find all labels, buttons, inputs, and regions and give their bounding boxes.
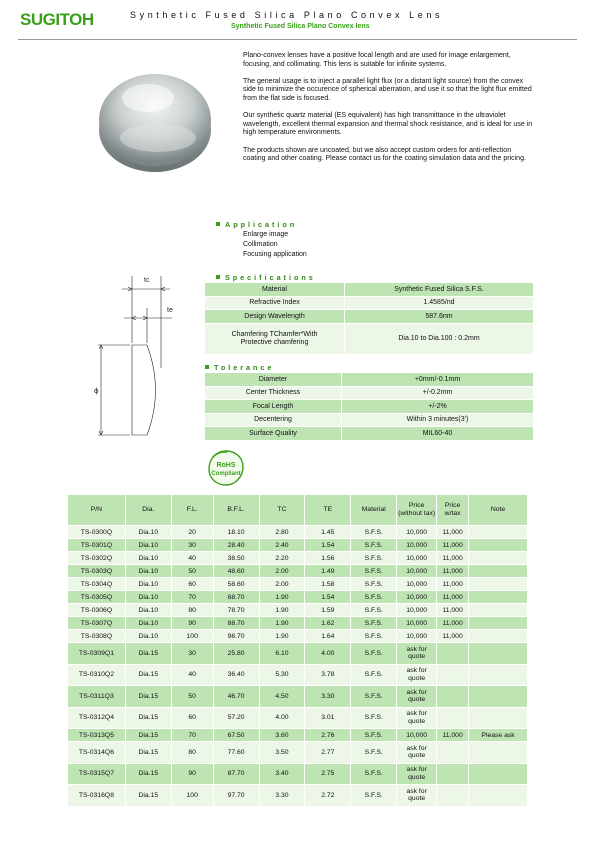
intro-paragraph: Plano-convex lenses have a positive focal length and are used for image enlargement, focusing, and collimating. This lens is suitable for infinite systems. [243, 52, 511, 68]
tolerance-heading-label: Tolerance [214, 363, 275, 372]
table-row [68, 591, 528, 604]
table-cell: TS-0308Q [68, 630, 126, 643]
table-cell: S.F.S. [351, 604, 397, 617]
table-cell: 25.80 [213, 643, 259, 665]
table-cell: 1.90 [259, 604, 305, 617]
table-cell: TS-0312Q4 [68, 707, 126, 729]
tolerance-value: Within 3 minutes(3') [342, 413, 534, 427]
table-cell [469, 617, 528, 630]
lens-photo [98, 58, 213, 176]
table-cell: 70 [171, 591, 213, 604]
table-cell: 4.00 [259, 707, 305, 729]
table-cell: 67.50 [213, 729, 259, 742]
header-divider [18, 39, 577, 40]
table-cell: 2.77 [305, 742, 351, 764]
table-cell: Dia.15 [125, 707, 171, 729]
table-cell: S.F.S. [351, 552, 397, 565]
table-cell: Please ask [469, 729, 528, 742]
table-cell [469, 686, 528, 708]
table-cell: S.F.S. [351, 664, 397, 686]
table-cell: Dia.10 [125, 630, 171, 643]
table-cell [437, 763, 469, 785]
table-cell: 30 [171, 643, 213, 665]
tolerance-label: Diameter [205, 373, 342, 387]
spec-row [205, 310, 534, 324]
table-cell: TS-0304Q [68, 578, 126, 591]
table-cell: Dia.10 [125, 565, 171, 578]
application-heading-label: Application [225, 220, 298, 229]
table-cell: 3.50 [259, 742, 305, 764]
product-header-row [68, 495, 528, 526]
table-cell: ask for quote [397, 643, 437, 665]
table-cell: 60 [171, 707, 213, 729]
sugitoh-logo [20, 8, 96, 30]
table-cell: S.F.S. [351, 578, 397, 591]
tolerance-table [204, 372, 534, 441]
table-row [68, 729, 528, 742]
tolerance-row [205, 413, 534, 427]
table-cell [437, 707, 469, 729]
column-header: Dia. [125, 495, 171, 526]
table-cell: 50 [171, 686, 213, 708]
table-cell [469, 604, 528, 617]
column-header: B.F.L. [213, 495, 259, 526]
table-cell: TS-0305Q [68, 591, 126, 604]
table-cell: 2.75 [305, 763, 351, 785]
table-cell: TS-0313Q5 [68, 729, 126, 742]
application-item: Enlarge image [243, 231, 289, 238]
phi-label: ϕ [94, 387, 99, 395]
table-cell: 78.70 [213, 604, 259, 617]
application-list [243, 230, 307, 260]
lens-dimension-diagram [94, 268, 194, 440]
table-cell: S.F.S. [351, 617, 397, 630]
rohs-badge [205, 449, 247, 489]
table-cell [469, 707, 528, 729]
tolerance-value: +/-2% [342, 400, 534, 414]
table-row [68, 578, 528, 591]
table-cell: TS-0300Q [68, 526, 126, 539]
table-row [68, 630, 528, 643]
table-cell: 1.45 [305, 526, 351, 539]
specifications-table [204, 282, 534, 355]
tolerance-row [205, 386, 534, 400]
logo-text: SUGITOH [20, 10, 94, 29]
table-cell: S.F.S. [351, 729, 397, 742]
column-header: TE [305, 495, 351, 526]
table-cell: 1.64 [305, 630, 351, 643]
bullet-square-icon [205, 365, 209, 369]
table-cell [469, 552, 528, 565]
table-cell: S.F.S. [351, 630, 397, 643]
table-cell: 10,000 [397, 526, 437, 539]
column-header: P/N [68, 495, 126, 526]
table-cell [469, 565, 528, 578]
page-title: Synthetic Fused Silica Plano Convex Lens [130, 10, 444, 20]
table-cell: Dia.15 [125, 686, 171, 708]
table-cell: 4.00 [305, 643, 351, 665]
table-cell [469, 539, 528, 552]
table-cell: Dia.10 [125, 591, 171, 604]
table-cell: 10,000 [397, 729, 437, 742]
tolerance-label: Surface Quality [205, 427, 342, 441]
table-cell: 1.56 [305, 552, 351, 565]
table-cell: 38.50 [213, 552, 259, 565]
table-cell: TS-0303Q [68, 565, 126, 578]
table-cell: 87.70 [213, 763, 259, 785]
table-cell: 1.58 [305, 578, 351, 591]
tolerance-row [205, 400, 534, 414]
table-cell: Dia.15 [125, 763, 171, 785]
table-cell: S.F.S. [351, 526, 397, 539]
table-row [68, 617, 528, 630]
table-cell [469, 630, 528, 643]
table-row [68, 526, 528, 539]
tolerance-value: +/-0.2mm [342, 386, 534, 400]
table-row [68, 552, 528, 565]
table-cell [437, 785, 469, 807]
table-row [68, 664, 528, 686]
table-cell: 10,000 [397, 565, 437, 578]
column-header: F.L. [171, 495, 213, 526]
table-cell: 80 [171, 604, 213, 617]
product-table [67, 494, 528, 807]
spec-row [205, 323, 534, 354]
table-cell: 10,000 [397, 539, 437, 552]
column-header: Note [469, 495, 528, 526]
table-cell: 36.40 [213, 664, 259, 686]
table-cell: 88.70 [213, 617, 259, 630]
table-cell: 1.90 [259, 630, 305, 643]
table-cell [469, 526, 528, 539]
specifications-heading [216, 273, 316, 282]
tolerance-label: Decentering [205, 413, 342, 427]
table-cell: 2.72 [305, 785, 351, 807]
table-cell: Dia.15 [125, 729, 171, 742]
table-cell: 2.00 [259, 565, 305, 578]
spec-value: 587.6nm [345, 310, 534, 324]
table-cell: S.F.S. [351, 539, 397, 552]
spec-row [205, 283, 534, 297]
table-cell: S.F.S. [351, 643, 397, 665]
table-cell: 48.60 [213, 565, 259, 578]
table-cell: 1.54 [305, 539, 351, 552]
table-cell [469, 664, 528, 686]
table-cell: 46.70 [213, 686, 259, 708]
table-cell: 1.62 [305, 617, 351, 630]
spec-value: Synthetic Fused Silica S.F.S. [345, 283, 534, 297]
table-cell: ask for quote [397, 686, 437, 708]
table-cell: 10,000 [397, 552, 437, 565]
table-cell: Dia.10 [125, 617, 171, 630]
table-cell: 11,000 [437, 565, 469, 578]
application-heading [216, 220, 297, 229]
table-cell: TS-0310Q2 [68, 664, 126, 686]
table-cell [437, 686, 469, 708]
table-cell: 3.40 [259, 763, 305, 785]
column-header: TC [259, 495, 305, 526]
table-cell: 1.49 [305, 565, 351, 578]
spec-label: Design Wavelength [205, 310, 345, 324]
table-cell: 80 [171, 742, 213, 764]
table-row [68, 742, 528, 764]
spec-row [205, 296, 534, 310]
table-cell: S.F.S. [351, 591, 397, 604]
table-cell: 97.70 [213, 785, 259, 807]
table-cell: 100 [171, 630, 213, 643]
table-cell: TS-0306Q [68, 604, 126, 617]
intro-paragraph: The products shown are uncoated, but we also accept custom orders for anti-reflection coating and other coating. Please contact us for the coating simulation data and the pricing. [243, 146, 526, 163]
table-cell: 1.90 [259, 617, 305, 630]
table-cell: TS-0311Q3 [68, 686, 126, 708]
tolerance-label: Center Thickness [205, 386, 342, 400]
table-cell: 18.10 [213, 526, 259, 539]
tolerance-heading [205, 363, 274, 372]
table-cell [437, 742, 469, 764]
table-cell: 2.80 [259, 526, 305, 539]
table-row [68, 785, 528, 807]
table-cell: TS-0302Q [68, 552, 126, 565]
table-cell: ask for quote [397, 664, 437, 686]
table-cell: 2.40 [259, 539, 305, 552]
application-item: Collimation [243, 241, 278, 248]
table-cell: 10,000 [397, 578, 437, 591]
table-cell: S.F.S. [351, 763, 397, 785]
table-cell: S.F.S. [351, 686, 397, 708]
table-cell: 2.00 [259, 578, 305, 591]
table-cell: 10,000 [397, 591, 437, 604]
table-cell: 11,000 [437, 552, 469, 565]
table-cell: 100 [171, 785, 213, 807]
table-cell: TS-0315Q7 [68, 763, 126, 785]
table-cell: Dia.15 [125, 742, 171, 764]
table-cell: TS-0301Q [68, 539, 126, 552]
table-cell: 10,000 [397, 604, 437, 617]
table-cell: TS-0307Q [68, 617, 126, 630]
table-cell: Dia.10 [125, 604, 171, 617]
table-cell: 5.30 [259, 664, 305, 686]
table-row [68, 763, 528, 785]
table-cell: TS-0316Q8 [68, 785, 126, 807]
table-row [68, 604, 528, 617]
tolerance-value: MIL60-40 [342, 427, 534, 441]
table-cell: 3.60 [259, 729, 305, 742]
table-cell: Dia.15 [125, 643, 171, 665]
table-cell: 2.76 [305, 729, 351, 742]
table-cell: S.F.S. [351, 565, 397, 578]
table-cell: 1.90 [259, 591, 305, 604]
table-row [68, 707, 528, 729]
table-cell: 11,000 [437, 617, 469, 630]
table-cell: 10,000 [397, 630, 437, 643]
table-cell: ask for quote [397, 785, 437, 807]
table-cell: 1.59 [305, 604, 351, 617]
table-cell: 98.70 [213, 630, 259, 643]
table-cell: 58.60 [213, 578, 259, 591]
tc-label: tc [144, 277, 150, 284]
specifications-heading-label: Specifications [225, 273, 316, 282]
table-cell: 11,000 [437, 630, 469, 643]
table-cell [469, 643, 528, 665]
table-cell: Dia.10 [125, 552, 171, 565]
table-cell [437, 664, 469, 686]
table-cell: 6.10 [259, 643, 305, 665]
tolerance-label: Focal Length [205, 400, 342, 414]
table-cell: ask for quote [397, 707, 437, 729]
spec-value: Dia.10 to Dia.100 : 0.2mm [345, 323, 534, 354]
table-cell: 60 [171, 578, 213, 591]
column-header: Price (without tax) [397, 495, 437, 526]
table-cell: 11,000 [437, 591, 469, 604]
spec-label: Chamfering TChamfer*With Protective chamfering [205, 323, 345, 354]
table-cell: 11,000 [437, 578, 469, 591]
spec-label: Refractive Index [205, 296, 345, 310]
table-cell: S.F.S. [351, 785, 397, 807]
te-label: te [167, 307, 173, 314]
table-cell: 40 [171, 552, 213, 565]
lens-outline [132, 345, 156, 435]
intro-paragraph: Our synthetic quartz material (ES equivalent) has high transmittance in the ultraviolet wavelength, excellent thermal expansion and thermal shock resistance, and is ideal for use in high temperature environments. [243, 112, 533, 137]
table-row [68, 686, 528, 708]
bullet-square-icon [216, 275, 220, 279]
spec-value: 1.4585/nd [345, 296, 534, 310]
table-cell: 50 [171, 565, 213, 578]
table-cell [469, 785, 528, 807]
table-cell: 90 [171, 763, 213, 785]
table-cell [469, 591, 528, 604]
table-cell [469, 742, 528, 764]
table-cell: 4.50 [259, 686, 305, 708]
table-cell: 57.20 [213, 707, 259, 729]
rohs-text: RoHS [216, 462, 236, 469]
rohs-compliant-text: Compliant [211, 471, 241, 477]
table-cell: Dia.10 [125, 578, 171, 591]
table-cell: Dia.10 [125, 539, 171, 552]
table-cell: 77.60 [213, 742, 259, 764]
column-header: Price w/tax [437, 495, 469, 526]
table-row [68, 643, 528, 665]
spec-label: Material [205, 283, 345, 297]
table-row [68, 539, 528, 552]
table-cell: 10,000 [397, 617, 437, 630]
table-cell: ask for quote [397, 763, 437, 785]
tolerance-row [205, 373, 534, 387]
table-cell: Dia.10 [125, 526, 171, 539]
table-cell: 11,000 [437, 526, 469, 539]
table-cell: 11,000 [437, 729, 469, 742]
page-subtitle: Synthetic Fused Silica Plano Convex lens [231, 23, 370, 30]
table-row [68, 565, 528, 578]
table-cell: S.F.S. [351, 707, 397, 729]
table-cell: TS-0314Q6 [68, 742, 126, 764]
table-cell: 28.40 [213, 539, 259, 552]
product-table-body [68, 495, 528, 807]
tolerance-row [205, 427, 534, 441]
table-cell: 3.01 [305, 707, 351, 729]
table-cell: 70 [171, 729, 213, 742]
table-cell: 1.54 [305, 591, 351, 604]
table-cell: Dia.15 [125, 664, 171, 686]
table-cell: 11,000 [437, 539, 469, 552]
table-cell: 20 [171, 526, 213, 539]
column-header: Material [351, 495, 397, 526]
table-cell: 3.78 [305, 664, 351, 686]
table-cell [469, 763, 528, 785]
table-cell: Dia.15 [125, 785, 171, 807]
table-cell: S.F.S. [351, 742, 397, 764]
table-cell: 90 [171, 617, 213, 630]
bullet-square-icon [216, 222, 220, 226]
application-item: Focusing application [243, 251, 307, 258]
intro-text [243, 52, 533, 172]
table-cell: 3.30 [305, 686, 351, 708]
table-cell: 68.70 [213, 591, 259, 604]
table-cell: TS-0309Q1 [68, 643, 126, 665]
table-cell [437, 643, 469, 665]
tolerance-value: +0mm/-0.1mm [342, 373, 534, 387]
table-cell: 2.20 [259, 552, 305, 565]
intro-paragraph: The general usage is to inject a parallel light flux (or a distant light source) from the convex side to minimize the occurence of spherical aberration, and use it so that the light flux emitted from the flat side is focused. [243, 77, 532, 102]
table-cell [469, 578, 528, 591]
table-cell: 30 [171, 539, 213, 552]
table-cell: 11,000 [437, 604, 469, 617]
table-cell: 3.30 [259, 785, 305, 807]
table-cell: 40 [171, 664, 213, 686]
table-cell: ask for quote [397, 742, 437, 764]
